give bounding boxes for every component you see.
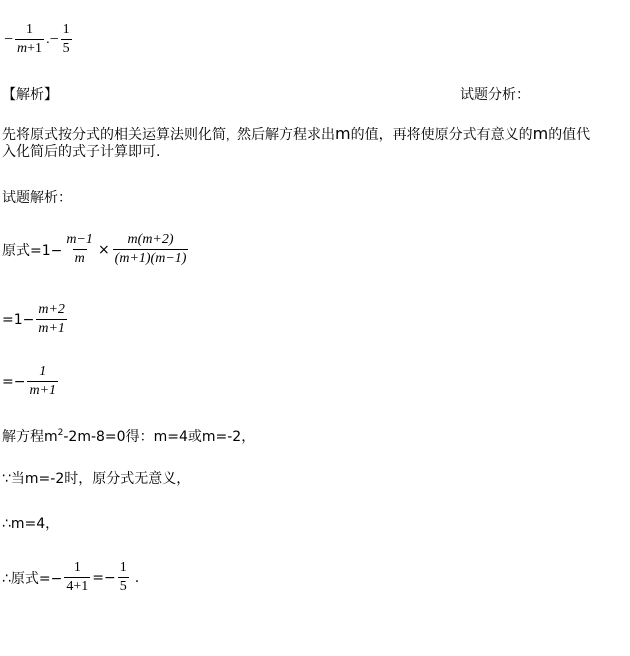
step4-text-b: 得： [125,429,154,445]
step4-eq-rest: -2m-8=0 [63,429,126,445]
analysis-line-1 [2,124,590,145]
step2-numerator: m+2 [38,302,65,317]
step5-text-c: 时，原分式无意义， [64,471,191,487]
step-1 [2,232,190,267]
analysis-text-c: 的值，再将使原分式有意义的 [350,127,533,143]
answer-frac1-den-rest: +1 [27,41,43,56]
answer-separator: . [46,31,50,47]
analysis-comma: ， [226,129,237,142]
analysis-text-d: 的值代 [548,127,591,143]
step3-numerator: 1 [39,364,47,379]
step2-denominator: m+1 [38,321,65,336]
step3-fraction [27,364,58,399]
step3-denominator: m+1 [29,383,57,398]
step2-fraction [36,302,67,337]
step4-comma: ， [241,429,256,445]
step4-or: 或 [187,429,202,445]
section-label: 【解析】 [2,87,58,103]
step7-frac2-denominator: 5 [119,579,127,594]
step1-frac1-denominator: m [74,251,85,266]
step7-frac1-denominator: 4+1 [66,579,89,594]
step5-text-a: ∵当 [2,471,25,487]
analysis-line-2 [2,143,160,162]
answer-fraction-2 [61,22,72,57]
answer-frac1-numerator: 1 [26,22,34,37]
step7-fraction-2 [118,560,129,595]
answer-minus: − [4,30,14,48]
step-4 [2,426,255,446]
step3-prefix: =− [2,373,26,390]
step4-eq-exponent: 2 [57,428,64,438]
step-3 [2,364,60,399]
step2-prefix: =1− [2,311,35,328]
analysis-text-e: 入化简后的式子计算即可 [2,144,156,160]
analysis-dot: . [156,144,161,160]
step7-prefix: ∴原式=− [2,570,63,587]
answer-frac1-denominator [15,39,44,57]
step-5 [2,468,190,488]
answer-fraction-1 [15,22,44,57]
step7-frac2-numerator: 1 [119,560,127,575]
step7-fraction-1 [64,560,90,595]
step7-frac1-numerator: 1 [73,560,81,575]
step1-frac1-numerator: m−1 [66,232,93,247]
answer-frac2-numerator: 1 [62,22,70,37]
step4-text-a: 解方程 [2,429,44,445]
answer-frac1-den-var: m [17,41,28,56]
analysis-text-a: 先将原式按分式的相关运算法则化简 [2,127,226,143]
analysis-var-m: m [335,124,351,143]
analysis-text-b: 然后解方程求出 [237,127,335,143]
step7-end: . [134,569,140,586]
step7-equals: =− [92,569,116,586]
analysis-var-m-2: m [532,124,549,143]
step4-root-2: m=-2 [201,429,242,445]
step4-eq-base: m [44,429,58,445]
answer-minus-2: − [49,30,59,48]
step1-frac2-denominator: (m+1)(m−1) [114,251,187,266]
step1-fraction-2 [113,232,189,267]
step1-fraction-1 [64,232,95,267]
answer-expression [4,22,74,57]
step-7 [2,560,139,595]
answer-frac2-denominator: 5 [62,41,70,56]
step-2 [2,302,69,337]
step-6 [2,513,59,533]
step1-prefix: 原式=1− [2,242,63,259]
step5-value: m=-2 [24,471,65,487]
step1-times: × [97,241,110,258]
solution-label: 试题解析： [2,190,72,206]
analysis-label: 试题分析： [460,87,530,103]
step4-root-1: m=4 [153,429,188,445]
step6-text: ∴m=4， [2,516,60,532]
step1-frac2-numerator: m(m+2) [127,232,174,247]
